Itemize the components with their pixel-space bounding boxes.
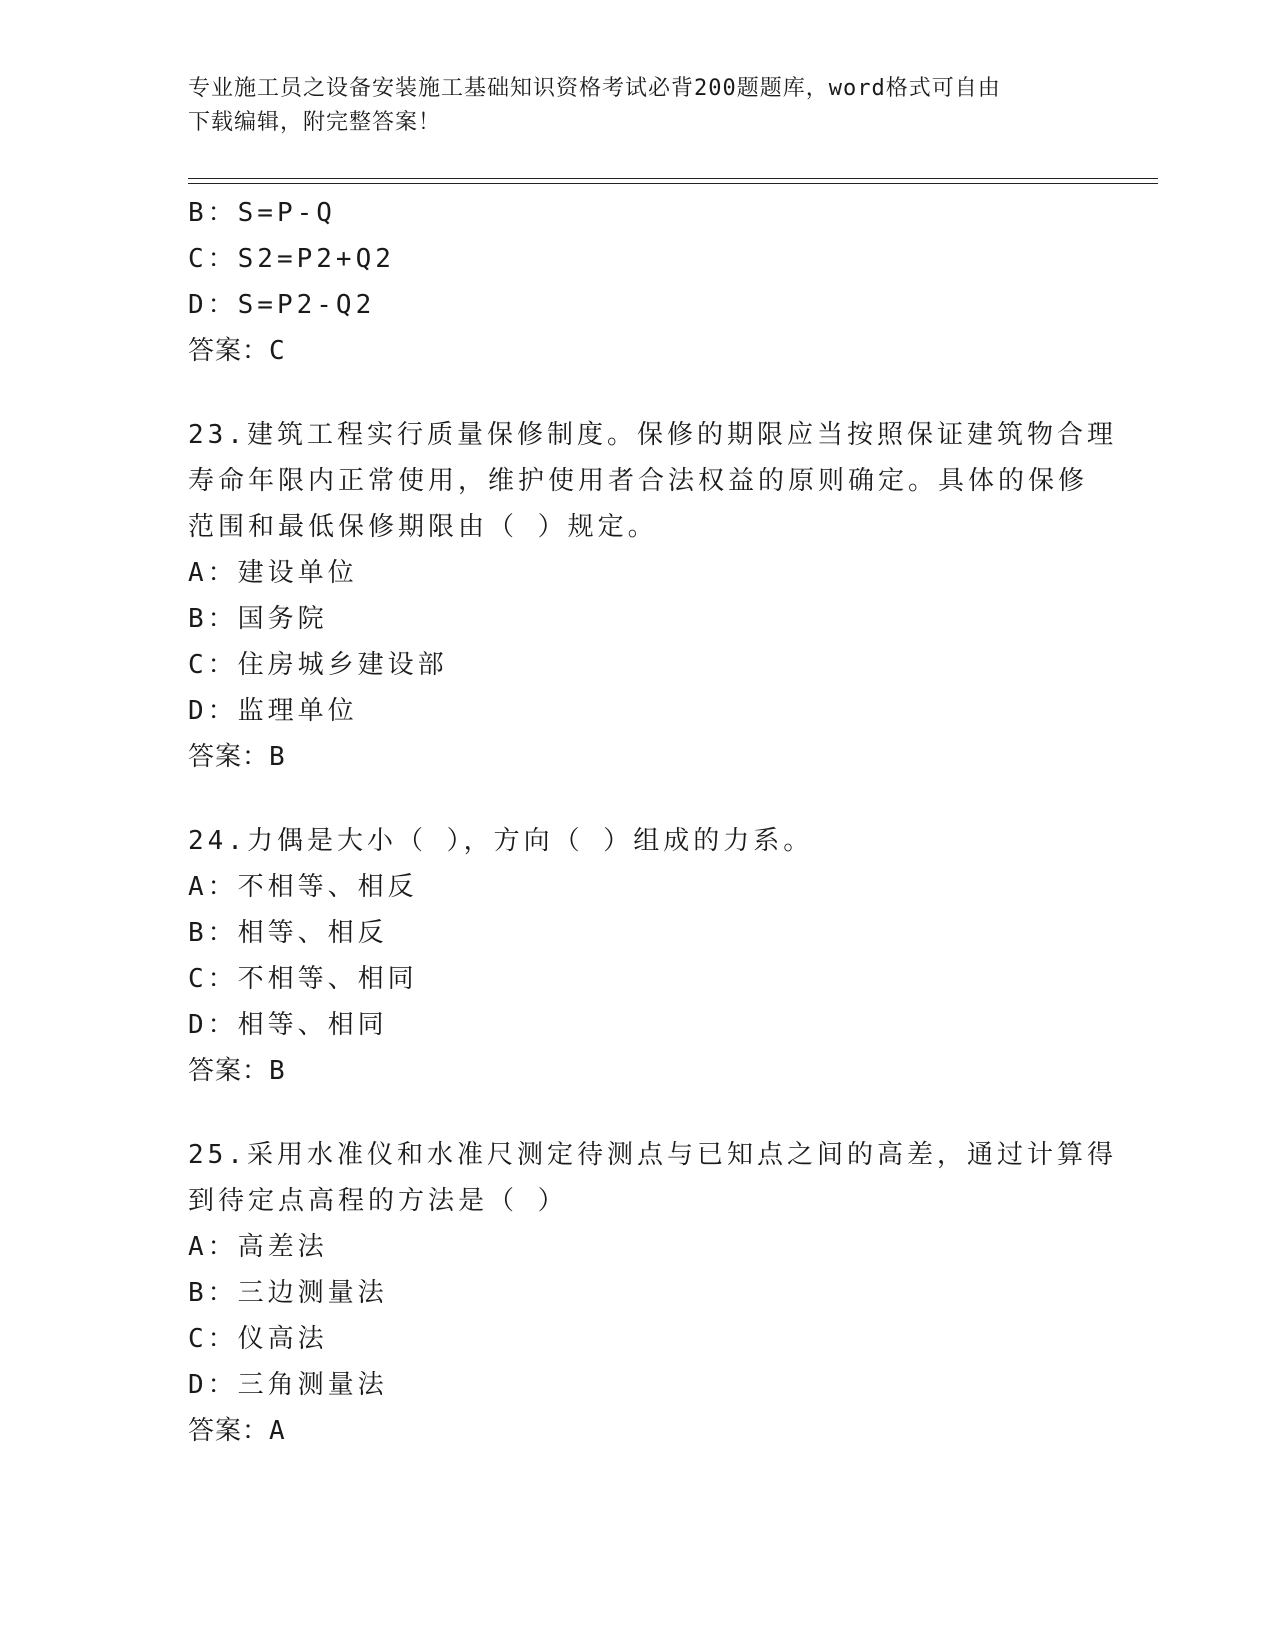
option-b: B：国务院: [188, 604, 328, 634]
option-b: B：S=P-Q: [188, 198, 336, 228]
question-list: [188, 190, 1117, 1454]
option-c: C：不相等、相同: [188, 964, 418, 994]
answer: 答案：A: [188, 1416, 286, 1446]
option-a: A：高差法: [188, 1232, 328, 1262]
option-d: D：相等、相同: [188, 1010, 388, 1040]
option-c: C：S2=P2+Q2: [188, 244, 395, 274]
option-a: A：建设单位: [188, 558, 358, 588]
question-24: [188, 818, 1088, 1094]
question-text-line: 25.采用水准仪和水准尺测定待测点与已知点之间的高差，通过计算得: [188, 1140, 1117, 1170]
option-d: D：S=P2-Q2: [188, 290, 376, 320]
question-text-line: 到待定点高程的方法是（ ）: [188, 1186, 568, 1216]
header-divider-top: [188, 178, 1158, 179]
option-b: B：三边测量法: [188, 1278, 388, 1308]
question-text-line: 寿命年限内正常使用，维护使用者合法权益的原则确定。具体的保修: [188, 466, 1089, 496]
header-line-2: 下载编辑，附完整答案！: [188, 110, 442, 135]
question-text-line: 23.建筑工程实行质量保修制度。保修的期限应当按照保证建筑物合理: [188, 420, 1117, 450]
option-b: B：相等、相反: [188, 918, 388, 948]
answer: 答案：C: [188, 336, 286, 366]
option-a: A：不相等、相反: [188, 872, 418, 902]
header-line-1: 专业施工员之设备安装施工基础知识资格考试必背200题题库，word格式可自由: [188, 76, 1001, 101]
option-d: D：监理单位: [188, 696, 358, 726]
document-header: [188, 72, 1088, 140]
option-d: D：三角测量法: [188, 1370, 388, 1400]
header-divider-bottom: [188, 183, 1158, 184]
option-c: C：住房城乡建设部: [188, 650, 448, 680]
option-c: C：仪高法: [188, 1324, 328, 1354]
question-22-continued: [188, 190, 1088, 374]
question-text-line: 范围和最低保修期限由（ ）规定。: [188, 512, 658, 542]
question-text-line: 24.力偶是大小（ ），方向（ ）组成的力系。: [188, 826, 814, 856]
question-25: [188, 1132, 1117, 1454]
answer: 答案：B: [188, 742, 286, 772]
question-23: [188, 412, 1117, 780]
answer: 答案：B: [188, 1056, 286, 1086]
